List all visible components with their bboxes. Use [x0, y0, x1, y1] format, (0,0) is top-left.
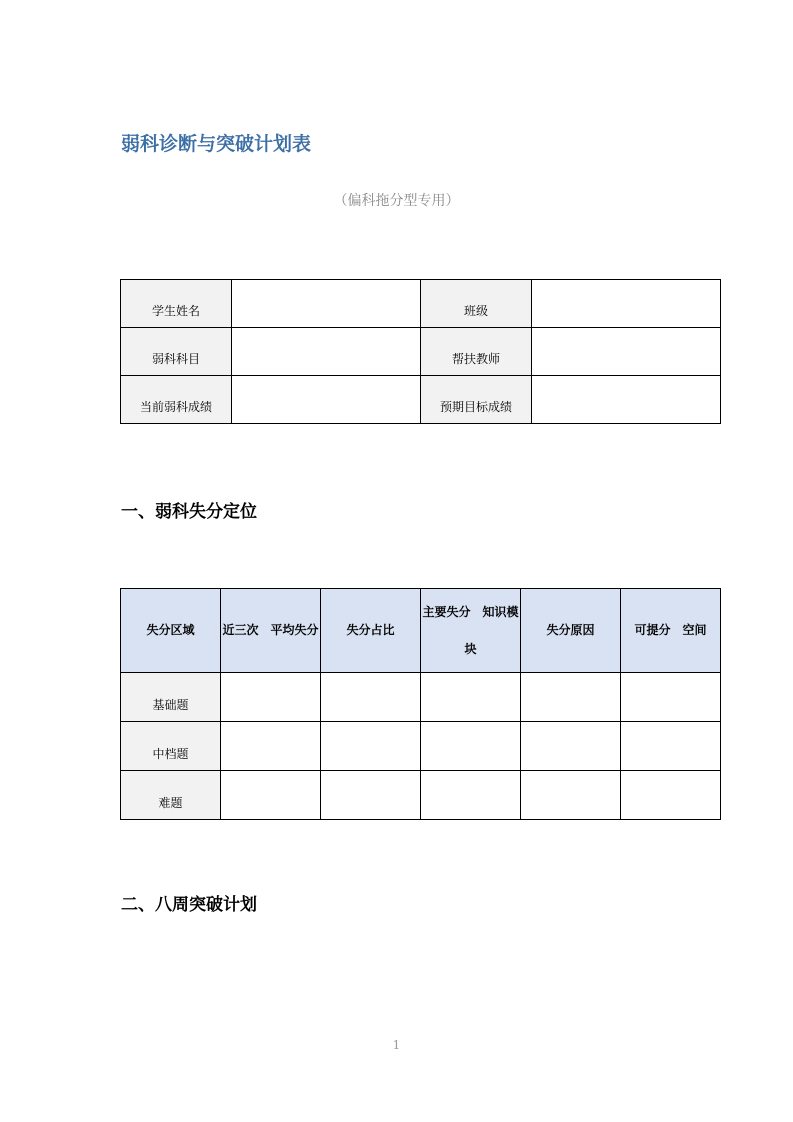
table-row: [121, 376, 721, 424]
table-cell[interactable]: [321, 673, 421, 722]
section-heading-eight-week-plan: 二、八周突破计划: [121, 895, 257, 915]
target-score-label: 预期目标成绩: [421, 376, 532, 424]
mentor-teacher-cell[interactable]: [532, 328, 721, 376]
table-row: [121, 722, 721, 771]
table-cell[interactable]: [421, 673, 521, 722]
row-label-hard: 难题: [121, 771, 221, 820]
weak-subject-cell[interactable]: [232, 328, 421, 376]
table-cell[interactable]: [321, 771, 421, 820]
student-name-cell[interactable]: [232, 280, 421, 328]
student-name-label: 学生姓名: [121, 280, 232, 328]
table-cell[interactable]: [221, 673, 321, 722]
table-row: [121, 328, 721, 376]
current-score-cell[interactable]: [232, 376, 421, 424]
table-cell[interactable]: [221, 771, 321, 820]
document-title: 弱科诊断与突破计划表: [121, 133, 312, 155]
table-cell[interactable]: [421, 722, 521, 771]
class-label: 班级: [421, 280, 532, 328]
class-cell[interactable]: [532, 280, 721, 328]
table-cell[interactable]: [321, 722, 421, 771]
table-row: [121, 673, 721, 722]
header-knowledge-module: 主要失分 知识模块: [421, 589, 521, 673]
header-improvement-space: 可提分 空间: [621, 589, 721, 673]
loss-analysis-table: [120, 588, 721, 820]
header-loss-ratio: 失分占比: [321, 589, 421, 673]
table-row: [121, 280, 721, 328]
current-score-label: 当前弱科成绩: [121, 376, 232, 424]
row-label-medium: 中档题: [121, 722, 221, 771]
weak-subject-label: 弱科科目: [121, 328, 232, 376]
table-cell[interactable]: [421, 771, 521, 820]
student-info-table: [120, 279, 721, 424]
table-cell[interactable]: [621, 722, 721, 771]
table-header-row: [121, 589, 721, 673]
document-subtitle: （偏科拖分型专用）: [333, 193, 460, 209]
page-number: 1: [392, 1038, 401, 1052]
header-loss-reason: 失分原因: [521, 589, 621, 673]
table-cell[interactable]: [521, 722, 621, 771]
section-heading-loss-analysis: 一、弱科失分定位: [121, 502, 257, 522]
mentor-teacher-label: 帮扶教师: [421, 328, 532, 376]
table-row: [121, 771, 721, 820]
table-cell[interactable]: [621, 673, 721, 722]
table-cell[interactable]: [521, 771, 621, 820]
table-cell[interactable]: [621, 771, 721, 820]
table-cell[interactable]: [521, 673, 621, 722]
header-loss-area: 失分区域: [121, 589, 221, 673]
header-avg-loss: 近三次 平均失分: [221, 589, 321, 673]
target-score-cell[interactable]: [532, 376, 721, 424]
table-cell[interactable]: [221, 722, 321, 771]
row-label-basic: 基础题: [121, 673, 221, 722]
